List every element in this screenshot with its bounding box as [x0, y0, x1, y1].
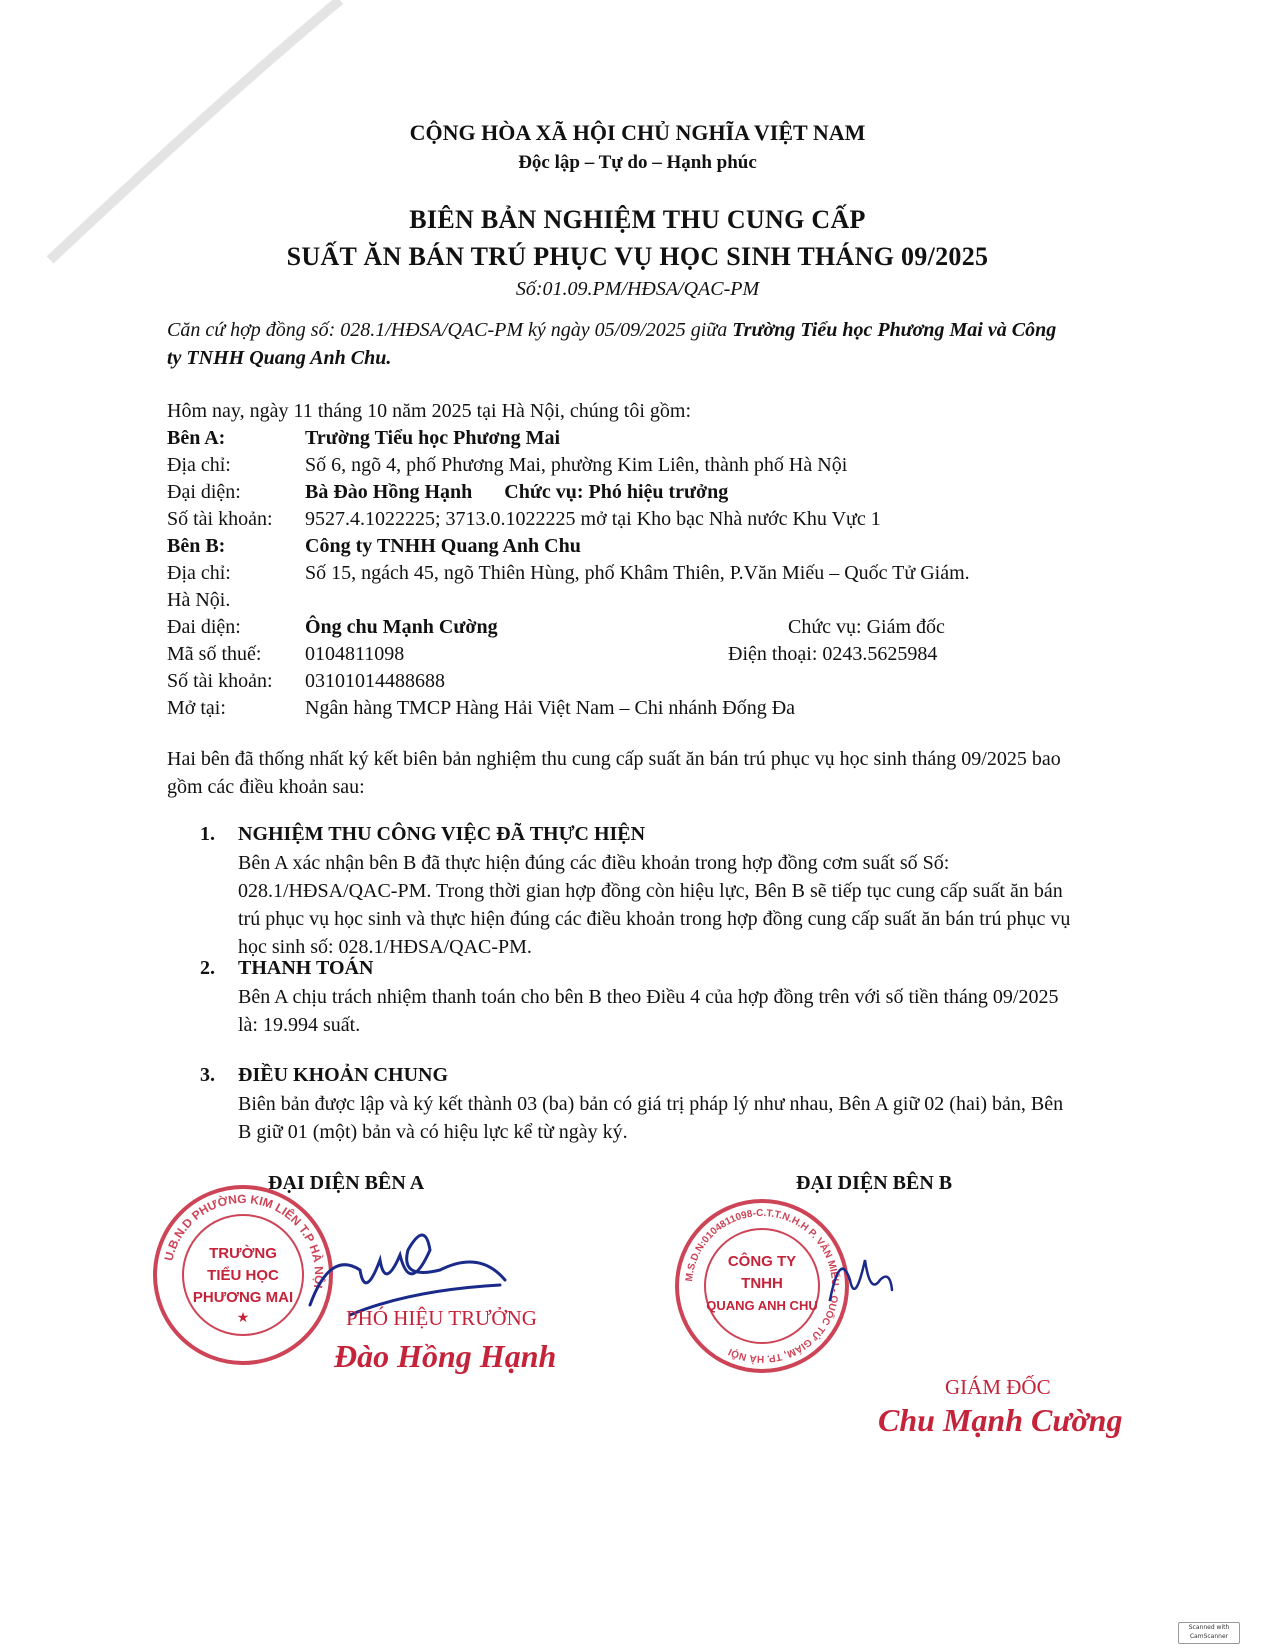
title-line-2: SUẤT ĂN BÁN TRÚ PHỤC VỤ HỌC SINH THÁNG 09/2025 — [286, 242, 989, 271]
party-a-name: Trường Tiểu học Phương Mai — [305, 427, 561, 449]
section-1-heading: NGHIỆM THU CÔNG VIỆC ĐÃ THỰC HIỆN — [238, 823, 646, 845]
party-b-position: Chức vụ: Giám đốc — [788, 616, 945, 638]
seal-b-line-3: QUANG ANH CHU — [706, 1298, 818, 1313]
intro-line: Hôm nay, ngày 11 tháng 10 năm 2025 tại Hà Nội, chúng tôi gồm: — [167, 400, 691, 422]
party-a-position: Chức vụ: Phó hiệu trưởng — [504, 481, 729, 503]
party-a-address-label: Địa chỉ: — [167, 454, 231, 476]
section-2-heading: THANH TOÁN — [238, 957, 374, 979]
camscanner-badge: Scanned with CamScanner — [1178, 1622, 1240, 1644]
section-2-body: Bên A chịu trách nhiệm thanh toán cho bên B theo Điều 4 của hợp đồng trên với số tiền tháng 09/2025 là: 19.994 suất. — [238, 986, 1059, 1036]
section-1-number: 1. — [200, 823, 215, 845]
party-b-sign-name: Chu Mạnh Cường — [878, 1402, 1123, 1438]
party-b-address: Số 15, ngách 45, ngõ Thiên Hùng, phố Khâm Thiên, P.Văn Miếu – Quốc Tử Giám. — [305, 562, 970, 584]
party-a-rep — [305, 479, 728, 505]
party-a-sign-heading: ĐẠI DIỆN BÊN A — [268, 1172, 425, 1194]
section-3-body: Biên bản được lập và ký kết thành 03 (ba) bản có giá trị pháp lý như nhau, Bên A giữ 02 (hai) bản, Bên B giữ 01 (một) bản và có hiệu lực kể từ ngày ký. — [238, 1093, 1064, 1143]
party-b-rep-label: Đai diện: — [167, 616, 241, 638]
seal-a-ring-text: U.B.N.D PHƯỜNG KIM LIÊN T.P HÀ NỘI — [161, 1191, 327, 1290]
party-a-sign-name: Đào Hồng Hạnh — [334, 1338, 557, 1374]
section-2-title — [200, 957, 373, 980]
seal-b-line-1: CÔNG TY — [727, 1253, 797, 1270]
party-a-rep-name: Bà Đào Hồng Hạnh — [305, 481, 473, 503]
party-b-bank-label: Mở tại: — [167, 697, 226, 719]
party-a-account: 9527.4.1022225; 3713.0.1022225 mở tại Kho bạc Nhà nước Khu Vực 1 — [305, 508, 881, 530]
contract-basis — [167, 316, 1072, 372]
party-b-label: Bên B: — [167, 535, 226, 557]
title-line-1: BIÊN BẢN NGHIỆM THU CUNG CẤP — [409, 205, 866, 234]
party-b-address-cont: Hà Nội. — [167, 589, 231, 611]
doc-number: Số:01.09.PM/HĐSA/QAC-PM — [515, 278, 760, 300]
motto: Độc lập – Tự do – Hạnh phúc — [518, 152, 757, 173]
section-1-title — [200, 823, 645, 846]
party-b-bank: Ngân hàng TMCP Hàng Hải Việt Nam – Chi nhánh Đống Đa — [305, 697, 796, 719]
section-3-number: 3. — [200, 1064, 215, 1086]
agreement-paragraph: Hai bên đã thống nhất ký kết biên bản nghiệm thu cung cấp suất ăn bán trú phục vụ học sinh tháng 09/2025 bao gồm các điều khoản sau: — [167, 748, 1061, 798]
party-b-tax: 0104811098 — [305, 643, 405, 665]
party-b-account-label: Số tài khoản: — [167, 670, 273, 692]
party-b-rep: Ông chu Mạnh Cường — [305, 616, 498, 638]
party-b-sign-heading: ĐẠI DIỆN BÊN B — [796, 1172, 953, 1194]
party-b-phone: Điện thoại: 0243.5625984 — [728, 643, 938, 665]
seal-a-line-1: TRƯỜNG — [209, 1245, 277, 1262]
seal-a-line-2: TIỂU HỌC — [207, 1267, 279, 1284]
svg-text:★: ★ — [236, 1311, 250, 1326]
section-1-body: Bên A xác nhận bên B đã thực hiện đúng các điều khoản trong hợp đồng cơm suất số Số: 028.1/HĐSA/QAC-PM. Trong thời gian hợp đồng còn hiệu lực, Bên B sẽ tiếp tục cung cấp suất ăn bán trú phục vụ học sinh và thực hiện đúng các điều khoản trong hợp đồng cung cấp suất ăn bán trú phục vụ học sinh số: 028.1/HĐSA/QAC-PM. — [238, 852, 1071, 958]
basis-text: Căn cứ hợp đồng số: 028.1/HĐSA/QAC-PM ký ngày 05/09/2025 giữa — [167, 319, 728, 341]
seal-b-line-2: TNHH — [741, 1275, 783, 1292]
seal-a-line-3: PHƯƠNG MAI — [192, 1289, 294, 1306]
party-b-account: 03101014488688 — [305, 670, 445, 692]
party-a-rep-label: Đại diện: — [167, 481, 241, 503]
nation-heading: CỘNG HÒA XÃ HỘI CHỦ NGHĨA VIỆT NAM — [409, 120, 866, 145]
party-a-label: Bên A: — [167, 427, 226, 449]
party-a-sign-title: PHÓ HIỆU TRƯỞNG — [346, 1306, 537, 1330]
party-b-address-label: Địa chỉ: — [167, 562, 231, 584]
section-3-title — [200, 1064, 448, 1087]
section-3-heading: ĐIỀU KHOẢN CHUNG — [238, 1064, 449, 1086]
party-a-address: Số 6, ngõ 4, phố Phương Mai, phường Kim Liên, thành phố Hà Nội — [305, 454, 848, 476]
party-b-name: Công ty TNHH Quang Anh Chu — [305, 535, 581, 557]
section-2-number: 2. — [200, 957, 215, 979]
party-b-tax-label: Mã số thuế: — [167, 643, 262, 665]
seal-b-ring-text: M.S.D.N:0104811098-C.T.T.N.H.H P. VĂN MIẾU - QUỐC TỬ GIÁM, TP. HÀ NỘI — [684, 1207, 841, 1365]
basis-parties: Trường Tiểu học Phương Mai và Công ty TNHH Quang Anh Chu. — [167, 319, 1057, 369]
party-b-signature-scribble — [820, 1240, 900, 1320]
party-b-sign-title: GIÁM ĐỐC — [945, 1375, 1051, 1399]
party-a-account-label: Số tài khoản: — [167, 508, 273, 530]
